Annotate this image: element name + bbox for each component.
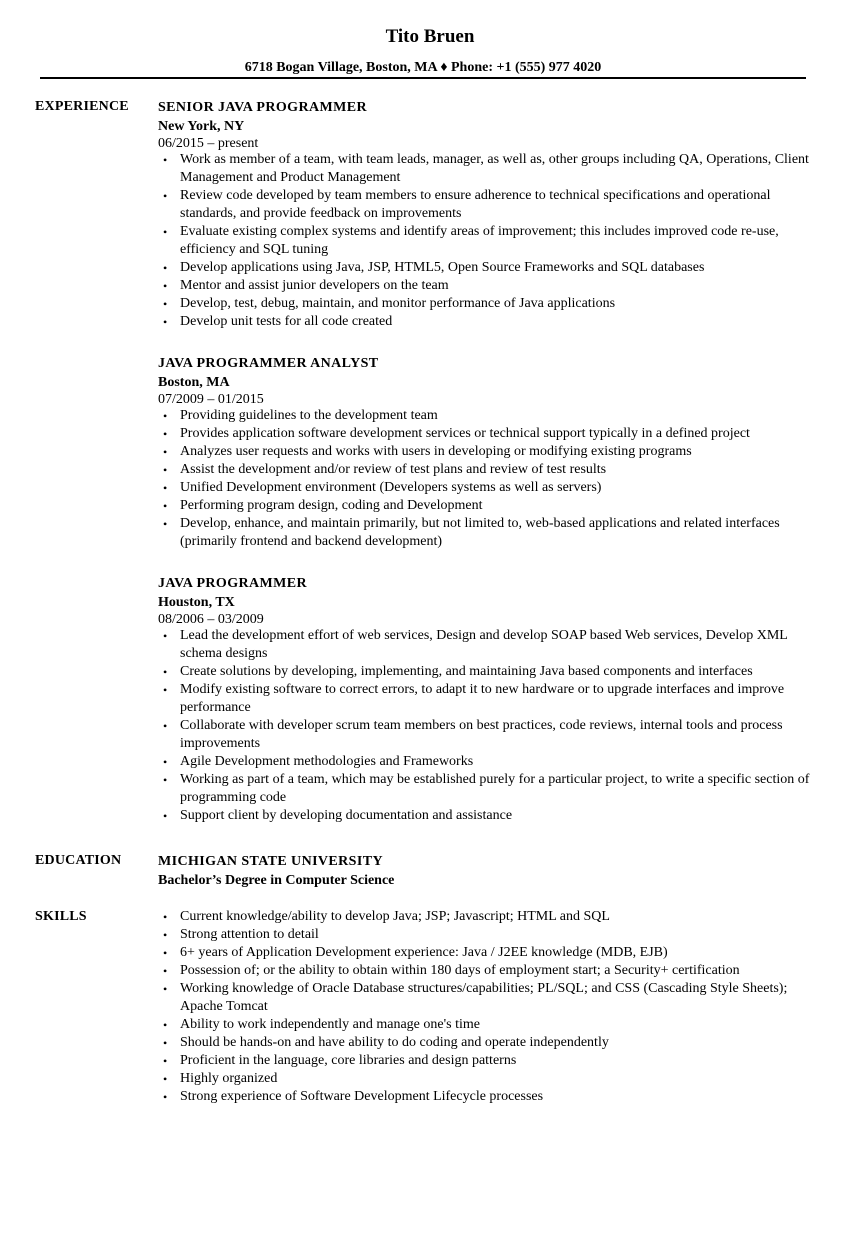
list-item: • Agile Development methodologies and Frameworks (163, 754, 474, 769)
job-dates: 07/2009 – 01/2015 (158, 392, 264, 407)
bullet-icon: • (163, 445, 168, 459)
job-title: JAVA PROGRAMMER ANALYST (158, 356, 379, 371)
skills-list (158, 908, 810, 1106)
job-entry (158, 355, 810, 551)
list-item: • Should be hands-on and have ability to do coding and operate independently (163, 1035, 609, 1050)
education-heading: EDUCATION (35, 853, 122, 868)
bullet-icon: • (163, 719, 168, 733)
list-item: • Develop, test, debug, maintain, and monitor performance of Java applications (163, 296, 616, 311)
bullet-icon: • (163, 1072, 168, 1086)
bullet-icon: • (163, 517, 168, 531)
job-entry (158, 575, 810, 825)
list-item: • Work as member of a team, with team leads, manager, as well as, other groups including QA, Operations, Client Management and Product Management (163, 152, 809, 185)
bullet-icon: • (163, 153, 168, 167)
candidate-name: Tito Bruen (385, 26, 475, 47)
list-item: • Performing program design, coding and Development (163, 498, 483, 513)
bullet-icon: • (163, 1018, 168, 1032)
job-location: New York, NY (158, 119, 245, 134)
bullet-icon: • (163, 315, 168, 329)
list-item: • Collaborate with developer scrum team members on best practices, code reviews, internal tools and process improvements (163, 718, 783, 751)
list-item: • Strong attention to detail (163, 927, 319, 942)
bullet-icon: • (163, 463, 168, 477)
bullet-icon: • (163, 773, 168, 787)
job-entry (158, 99, 810, 331)
bullet-icon: • (163, 946, 168, 960)
list-item: • Unified Development environment (Developers systems as well as servers) (163, 480, 602, 495)
school-name: MICHIGAN STATE UNIVERSITY (158, 854, 383, 869)
list-item: • 6+ years of Application Development experience: Java / J2EE knowledge (MDB, EJB) (163, 945, 668, 960)
list-item: • Evaluate existing complex systems and identify areas of improvement; this includes improved code re-use, efficiency and SQL tuning (163, 224, 779, 257)
bullet-icon: • (163, 297, 168, 311)
job-bullets (158, 627, 810, 825)
bullet-icon: • (163, 982, 168, 996)
bullet-icon: • (163, 964, 168, 978)
list-item: • Ability to work independently and manage one's time (163, 1017, 480, 1032)
list-item: • Provides application software development services or technical support typically in a defined project (163, 426, 750, 441)
job-title: SENIOR JAVA PROGRAMMER (158, 100, 367, 115)
job-bullets (158, 407, 810, 551)
list-item: • Support client by developing documentation and assistance (163, 808, 513, 823)
bullet-icon: • (163, 809, 168, 823)
list-item: • Working as part of a team, which may be established purely for a particular project, to write a specific section of programming code (163, 772, 810, 805)
bullet-icon: • (163, 928, 168, 942)
skills-entry (158, 908, 810, 1106)
list-item: • Create solutions by developing, implementing, and maintaining Java based components and interfaces (163, 664, 753, 679)
job-location: Houston, TX (158, 595, 235, 610)
list-item: • Develop applications using Java, JSP, HTML5, Open Source Frameworks and SQL databases (163, 260, 705, 275)
job-location: Boston, MA (158, 375, 230, 390)
list-item: • Proficient in the language, core libraries and design patterns (163, 1053, 517, 1068)
list-item: • Lead the development effort of web services, Design and develop SOAP based Web services, Develop XML schema designs (163, 628, 788, 661)
list-item: • Mentor and assist junior developers on the team (163, 278, 449, 293)
contact-line: 6718 Bogan Village, Boston, MA ♦ Phone: +1 (555) 977 4020 (244, 60, 602, 75)
list-item: • Providing guidelines to the development team (163, 408, 438, 423)
bullet-icon: • (163, 1054, 168, 1068)
list-item: • Current knowledge/ability to develop Java; JSP; Javascript; HTML and SQL (163, 909, 610, 924)
list-item: • Modify existing software to correct errors, to adapt it to new hardware or to upgrade interfaces and improve performance (163, 682, 785, 715)
education-entry (158, 853, 810, 890)
list-item: • Develop unit tests for all code created (163, 314, 393, 329)
bullet-icon: • (163, 427, 168, 441)
list-item: • Possession of; or the ability to obtain within 180 days of employment start; a Security+ certification (163, 963, 740, 978)
list-item: • Assist the development and/or review of test plans and review of test results (163, 462, 607, 477)
degree: Bachelor’s Degree in Computer Science (158, 873, 395, 888)
bullet-icon: • (163, 629, 168, 643)
bullet-icon: • (163, 683, 168, 697)
bullet-icon: • (163, 189, 168, 203)
job-dates: 06/2015 – present (158, 136, 259, 151)
list-item: • Highly organized (163, 1071, 278, 1086)
job-dates: 08/2006 – 03/2009 (158, 612, 264, 627)
bullet-icon: • (163, 1036, 168, 1050)
bullet-icon: • (163, 481, 168, 495)
header-divider (40, 77, 806, 79)
bullet-icon: • (163, 755, 168, 769)
bullet-icon: • (163, 910, 168, 924)
list-item: • Review code developed by team members to ensure adherence to technical specifications and operational standards, and provide feedback on improvements (163, 188, 771, 221)
experience-heading: EXPERIENCE (35, 99, 129, 114)
list-item: • Strong experience of Software Development Lifecycle processes (163, 1089, 544, 1104)
bullet-icon: • (163, 409, 168, 423)
bullet-icon: • (163, 225, 168, 239)
bullet-icon: • (163, 261, 168, 275)
list-item: • Develop, enhance, and maintain primarily, but not limited to, web-based applications and related interfaces (primarily frontend and backend development) (163, 516, 780, 549)
bullet-icon: • (163, 499, 168, 513)
list-item: • Analyzes user requests and works with users in developing or modifying existing programs (163, 444, 692, 459)
bullet-icon: • (163, 1090, 168, 1104)
skills-heading: SKILLS (35, 909, 87, 924)
bullet-icon: • (163, 665, 168, 679)
job-title: JAVA PROGRAMMER (158, 576, 307, 591)
bullet-icon: • (163, 279, 168, 293)
list-item: • Working knowledge of Oracle Database structures/capabilities; PL/SQL; and CSS (Cascading Style Sheets); Apache Tomcat (163, 981, 788, 1014)
job-bullets (158, 151, 810, 331)
